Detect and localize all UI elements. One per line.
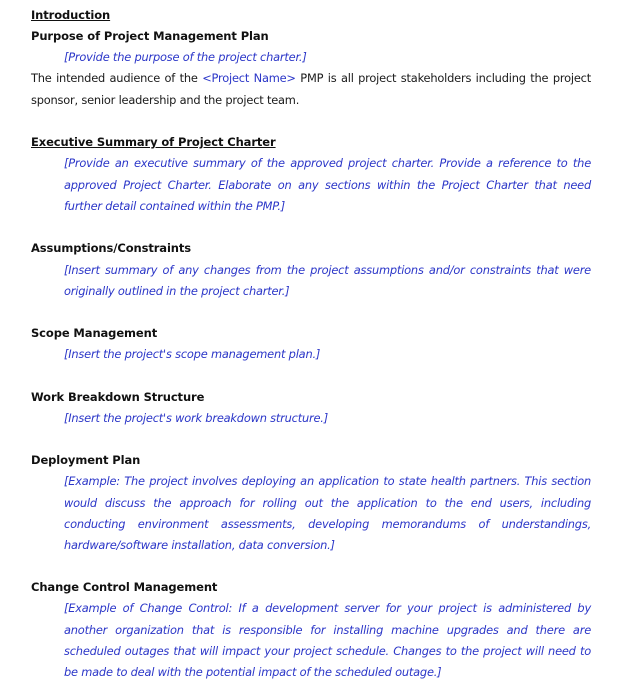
purpose-body-post: PMP is all project stakeholders including the project [295,71,591,85]
executive-summary-heading: Executive Summary of Project Charter [31,135,276,149]
change-control-line: another organization that is responsible for installing machine upgrades and there are [64,623,591,637]
assumptions-line: originally outlined in the project charter.] [64,284,290,298]
change-control-line: [Example of Change Control: If a development server for your project is administered by [64,601,591,615]
deployment-line: would discuss the approach for rolling out the application to the end users, including [64,496,591,510]
executive-summary-line: [Provide an executive summary of the approved project charter. Provide a reference to the [64,156,591,170]
wbs-line: [Insert the project's work breakdown structure.] [64,411,328,425]
purpose-body-line-1 [31,71,591,85]
executive-summary-line: further detail contained within the PMP.] [64,199,286,213]
deployment-line: conducting environment assessments, developing memorandums of understandings, [64,517,591,531]
deployment-line: [Example: The project involves deploying an application to state health partners. This section [64,474,591,488]
introduction-heading: Introduction [31,8,111,22]
deployment-heading: Deployment Plan [31,453,141,467]
change-control-heading: Change Control Management [31,580,218,594]
purpose-heading: Purpose of Project Management Plan [31,29,269,43]
assumptions-line: [Insert summary of any changes from the project assumptions and/or constraints that were [64,263,591,277]
purpose-body-pre: The intended audience of the [31,71,203,85]
change-control-line: scheduled outages that will impact your project schedule. Changes to the project will need to [64,644,591,658]
executive-summary-line: approved Project Charter. Elaborate on any sections within the Project Charter that need [64,178,591,192]
scope-heading: Scope Management [31,326,158,340]
deployment-line: hardware/software installation, data conversion.] [64,538,335,552]
assumptions-heading: Assumptions/Constraints [31,241,192,255]
change-control-line: be made to deal with the potential impact of the scheduled outage.] [64,665,442,679]
purpose-instruction: [Provide the purpose of the project charter.] [64,50,307,64]
project-name-placeholder: <Project Name> [202,71,296,85]
purpose-body-line-2: sponsor, senior leadership and the project team. [31,93,300,107]
scope-line: [Insert the project's scope management plan.] [64,347,321,361]
wbs-heading: Work Breakdown Structure [31,390,205,404]
